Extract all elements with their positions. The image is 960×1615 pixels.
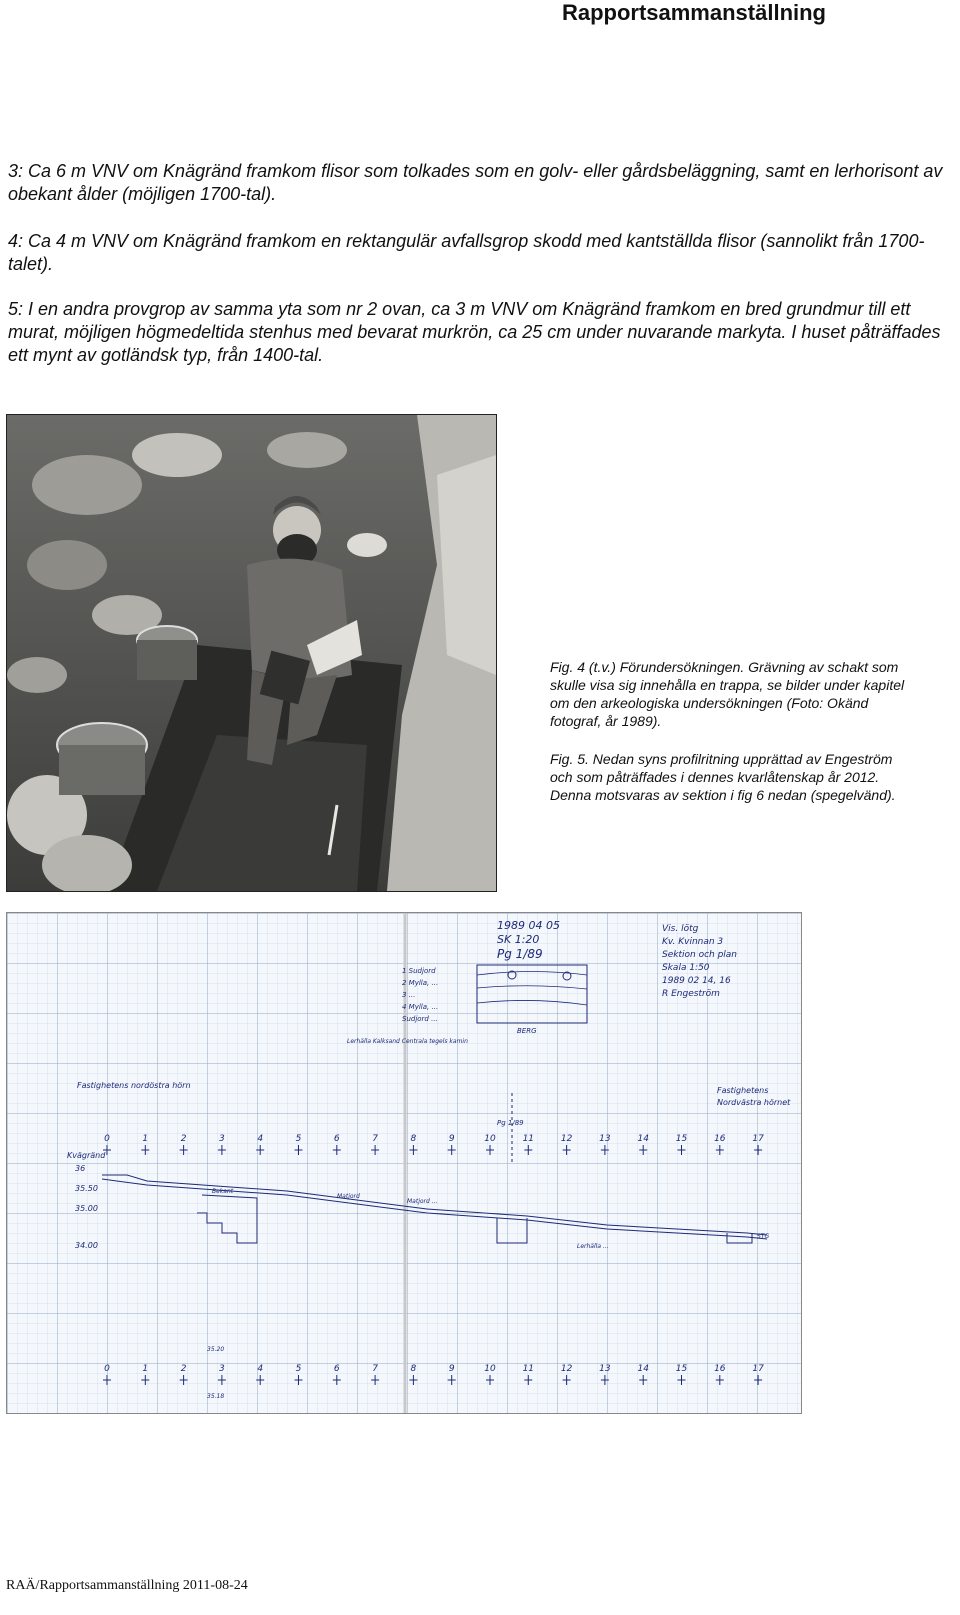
top-ruler-label-8: 8 xyxy=(410,1134,417,1144)
bottom-ruler-label-6: 6 xyxy=(333,1364,340,1374)
profile-note-2: Matjord xyxy=(337,1193,360,1200)
stamp-right-line-5: 1989 02 14, 16 xyxy=(662,976,731,986)
profile-note-3: Matjord ... xyxy=(407,1198,438,1205)
stamp-right-line-2: Kv. Kvinnan 3 xyxy=(662,937,724,947)
profile-drawing xyxy=(6,912,802,1414)
top-ruler-label-0: 0 xyxy=(104,1134,110,1144)
profile-note-1: Bekant xyxy=(212,1188,234,1195)
excavation-photo xyxy=(6,414,497,892)
legend-item-2: 2 Mylla, ... xyxy=(402,979,439,987)
stamp-left-line-1: 1989 04 05 xyxy=(497,919,560,932)
top-ruler-label-16: 16 xyxy=(714,1134,726,1144)
bottom-ruler-label-7: 7 xyxy=(372,1364,378,1374)
top-ruler-label-11: 11 xyxy=(522,1134,535,1144)
bottom-ruler-label-5: 5 xyxy=(295,1364,302,1374)
berg-label: BERG xyxy=(517,1027,537,1035)
bottom-ruler-label-17: 17 xyxy=(752,1364,764,1374)
stamp-right-line-6: R Engeström xyxy=(662,989,720,999)
profile-note-4: Lerhälla ... xyxy=(577,1243,609,1250)
page-footer: RAÄ/Rapportsammanställning 2011-08-24 xyxy=(6,1578,248,1593)
small-mark-2: 35.18 xyxy=(207,1393,225,1400)
stamp-left-line-3: Pg 1/89 xyxy=(497,947,543,961)
top-ruler-label-14: 14 xyxy=(637,1134,649,1144)
top-ruler-label-1: 1 xyxy=(142,1134,149,1144)
right-corner-label-2: Nordvästra hörnet xyxy=(717,1098,791,1107)
bottom-ruler-label-14: 14 xyxy=(637,1364,649,1374)
top-ruler-label-10: 10 xyxy=(484,1134,496,1144)
bottom-ruler-label-9: 9 xyxy=(448,1364,455,1374)
top-ruler-label-13: 13 xyxy=(599,1134,611,1144)
bottom-ruler-label-13: 13 xyxy=(599,1364,611,1374)
bottom-ruler-label-15: 15 xyxy=(675,1364,688,1374)
pg-marker: Pg 1/89 xyxy=(497,1119,524,1127)
elevation-36: 36 xyxy=(75,1164,86,1173)
bottom-ruler-label-3: 3 xyxy=(219,1364,225,1374)
figure-5-caption: Fig. 5. Nedan syns profilritning upprättad av Engeström och som påträffades i dennes kvarlåtenskap år 2012. Denna motsvaras av sektion i fig 6 nedan (spegelvänd). xyxy=(550,751,896,803)
legend-item-5: Sudjord ... xyxy=(402,1015,438,1023)
top-ruler-label-15: 15 xyxy=(675,1134,688,1144)
top-ruler-label-3: 3 xyxy=(219,1134,225,1144)
page-header-title: Rapportsammanställning xyxy=(561,0,826,25)
small-mark-1: 35.20 xyxy=(207,1346,225,1353)
elevation-35-50: 35.50 xyxy=(75,1184,98,1193)
stamp-right-line-1: Vis. lötg xyxy=(662,924,699,934)
bottom-ruler-label-16: 16 xyxy=(714,1364,726,1374)
top-ruler-label-4: 4 xyxy=(257,1134,264,1144)
elevation-35-00: 35.00 xyxy=(75,1204,98,1213)
figure-4-caption: Fig. 4 (t.v.) Förundersökningen. Grävning av schakt som skulle visa sig innehålla en trappa, se bilder under kapitel om den arkeologiska undersökningen (Foto: Okänd fotograf, år 1989). xyxy=(550,659,905,729)
top-ruler-label-17: 17 xyxy=(752,1134,764,1144)
bottom-ruler-label-10: 10 xyxy=(484,1364,496,1374)
top-ruler-label-6: 6 xyxy=(333,1134,340,1144)
legend-item-3: 3 ... xyxy=(402,991,416,999)
paragraph-3: 3: Ca 6 m VNV om Knägränd framkom flisor som tolkades som en golv- eller gårdsbeläggning, samt en lerhorisont av obekant ålder (möjligen 1700-tal). xyxy=(8,161,943,204)
top-ruler-label-12: 12 xyxy=(560,1134,573,1144)
kvagrand-label: Kvägränd xyxy=(67,1151,106,1160)
right-corner-label-1: Fastighetens xyxy=(717,1086,769,1095)
stamp-right-line-3: Sektion och plan xyxy=(662,950,738,960)
stamp-left-line-2: SK 1:20 xyxy=(497,933,540,946)
legend-item-4: 4 Mylla, ... xyxy=(402,1003,439,1011)
bottom-ruler-label-12: 12 xyxy=(560,1364,573,1374)
paragraph-4: 4: Ca 4 m VNV om Knägränd framkom en rektangulär avfallsgrop skodd med kantställda flisor (sannolikt från 1700-talet). xyxy=(8,231,925,274)
elevation-34-00: 34.00 xyxy=(75,1241,98,1250)
stamp-right-line-4: Skala 1:50 xyxy=(662,963,710,973)
top-ruler-label-2: 2 xyxy=(180,1134,187,1144)
top-ruler-label-5: 5 xyxy=(295,1134,302,1144)
bottom-ruler-label-8: 8 xyxy=(410,1364,417,1374)
paragraph-5: 5: I en andra provgrop av samma yta som nr 2 ovan, ca 3 m VNV om Knägränd framkom en bred grundmur till ett murat, möjligen högmedeltida stenhus med bevarat murkrön, ca 25 cm under nuvarande markyta. I huset påträffades ett mynt av gotländsk typ, från 1400-tal. xyxy=(8,299,941,365)
bottom-ruler-label-4: 4 xyxy=(257,1364,264,1374)
legend-note: Lerhälla Kalksand Centrala tegels kamin xyxy=(347,1038,468,1045)
profile-note-5: STG xyxy=(757,1233,770,1240)
bottom-ruler-label-1: 1 xyxy=(142,1364,149,1374)
top-ruler-label-9: 9 xyxy=(448,1134,455,1144)
top-ruler-label-7: 7 xyxy=(372,1134,378,1144)
bottom-ruler-label-2: 2 xyxy=(180,1364,187,1374)
bottom-ruler-label-0: 0 xyxy=(104,1364,110,1374)
bottom-ruler-label-11: 11 xyxy=(522,1364,535,1374)
left-corner-label: Fastighetens nordöstra hörn xyxy=(77,1081,191,1090)
legend-item-1: 1 Sudjord xyxy=(402,967,436,975)
